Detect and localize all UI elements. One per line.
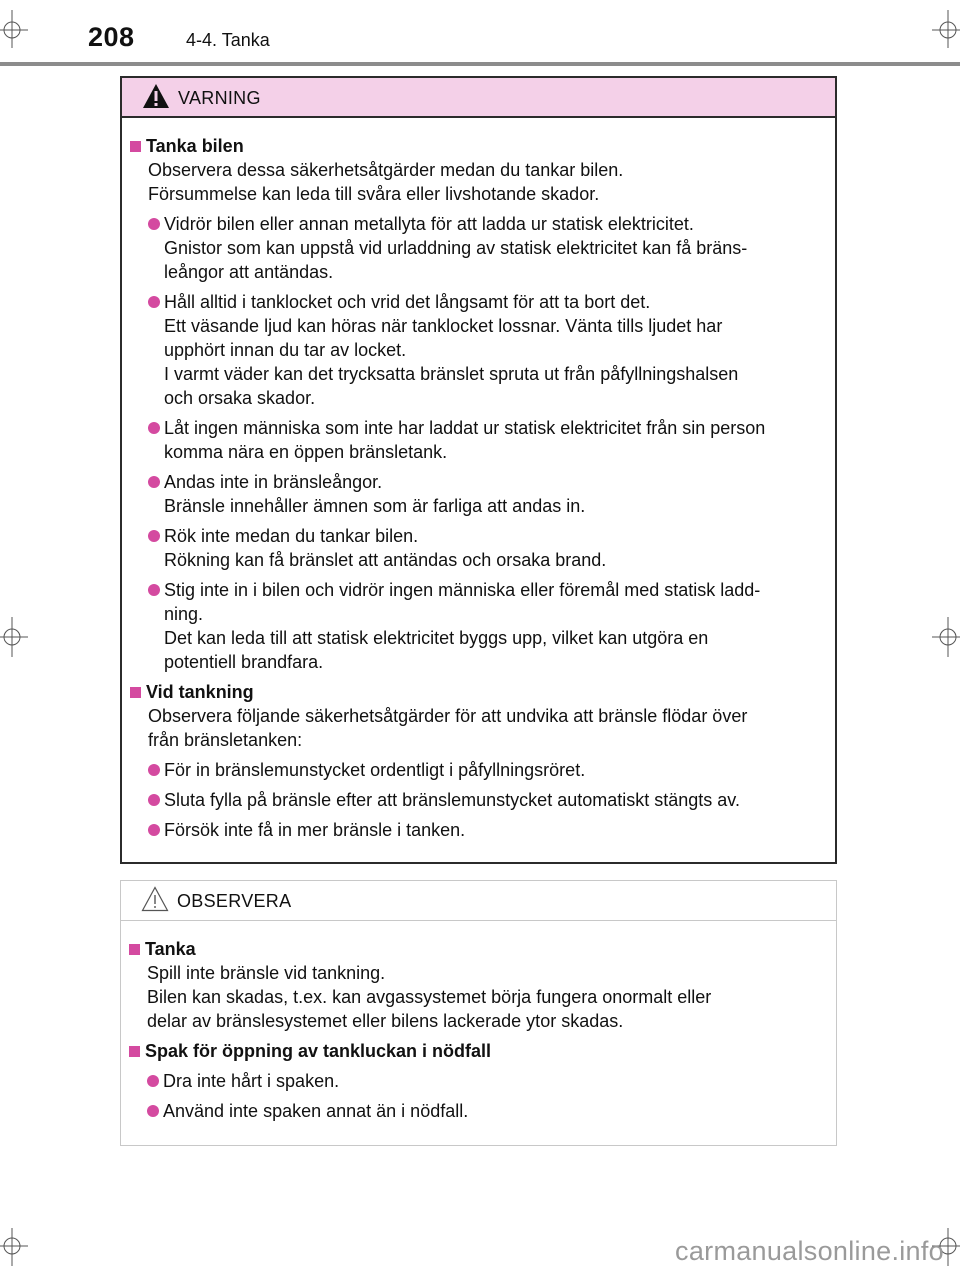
header-rule [0,62,960,66]
notice-label: OBSERVERA [177,891,292,911]
round-bullet-icon [147,1075,159,1087]
intro-paragraph: Observera dessa säkerhetsåtgärder medan du tankar bilen. Försummelse kan leda till svåra eller livshotande skador. [148,160,624,204]
notice-header [121,881,836,921]
notice-box [120,880,837,1146]
list-item: Stig inte in i bilen och vidrör ingen människa eller föremål med statisk ladd- ning. Det kan leda till att statisk elektricitet byggs upp, vilket kan utgöra en potentiell brandfara. [148,578,827,674]
round-bullet-icon [148,218,160,230]
list-item: Försök inte få in mer bränsle i tanken. [148,818,827,842]
intro-paragraph: Observera följande säkerhetsåtgärder för att undvika att bränsle flödar över från bränsletanken: [148,706,748,750]
square-bullet-icon [129,944,140,955]
round-bullet-icon [148,422,160,434]
watermark: carmanualsonline.info [675,1236,944,1266]
warning-box [120,76,837,864]
round-bullet-icon [148,476,160,488]
caution-icon [141,886,169,912]
round-bullet-icon [148,296,160,308]
section-heading: Vid tankning [130,680,827,704]
warning-header [122,78,835,118]
notice-body [121,921,836,1123]
list-item: Låt ingen människa som inte har laddat ur statisk elektricitet från sin person komma nära en öppen bränsletank. [148,416,827,464]
round-bullet-icon [148,530,160,542]
list-item: Sluta fylla på bränsle efter att bränslemunstycket automatiskt stängts av. [148,788,827,812]
square-bullet-icon [130,687,141,698]
section-heading: Tanka [129,937,828,961]
intro-paragraph: Spill inte bränsle vid tankning. Bilen kan skadas, t.ex. kan avgassystemet börja fungera onormalt eller delar av bränslesystemet eller bilens lackerade ytor skadas. [147,963,712,1031]
section-heading: Tanka bilen [130,134,827,158]
list-item: Håll alltid i tanklocket och vrid det långsamt för att ta bort det. Ett väsande ljud kan höras när tanklocket lossnar. Vänta tills ljudet har upphört innan du tar av locket. I varmt väder kan det trycksatta bränslet spruta ut från påfyllningshalsen och orsaka skador. [148,290,827,410]
round-bullet-icon [147,1105,159,1117]
list-item: Andas inte in bränsleångor. Bränsle innehåller ämnen som är farliga att andas in. [148,470,827,518]
list-item: Rök inte medan du tankar bilen. Rökning kan få bränslet att antändas och orsaka brand. [148,524,827,572]
round-bullet-icon [148,824,160,836]
list-item: För in bränslemunstycket ordentligt i påfyllningsröret. [148,758,827,782]
page-number: 208 [88,22,135,52]
section-title: 4-4. Tanka [186,30,270,50]
list-item: Vidrör bilen eller annan metallyta för att ladda ur statisk elektricitet. Gnistor som kan uppstå vid urladdning av statisk elektricitet kan få bräns- leångor att antändas. [148,212,827,284]
round-bullet-icon [148,764,160,776]
list-item: Dra inte hårt i spaken. [147,1069,828,1093]
warning-icon [142,83,170,109]
section-heading: Spak för öppning av tankluckan i nödfall [129,1039,828,1063]
round-bullet-icon [148,584,160,596]
round-bullet-icon [148,794,160,806]
list-item: Använd inte spaken annat än i nödfall. [147,1099,828,1123]
square-bullet-icon [129,1046,140,1057]
warning-label: VARNING [178,88,261,108]
warning-body [122,118,835,842]
square-bullet-icon [130,141,141,152]
